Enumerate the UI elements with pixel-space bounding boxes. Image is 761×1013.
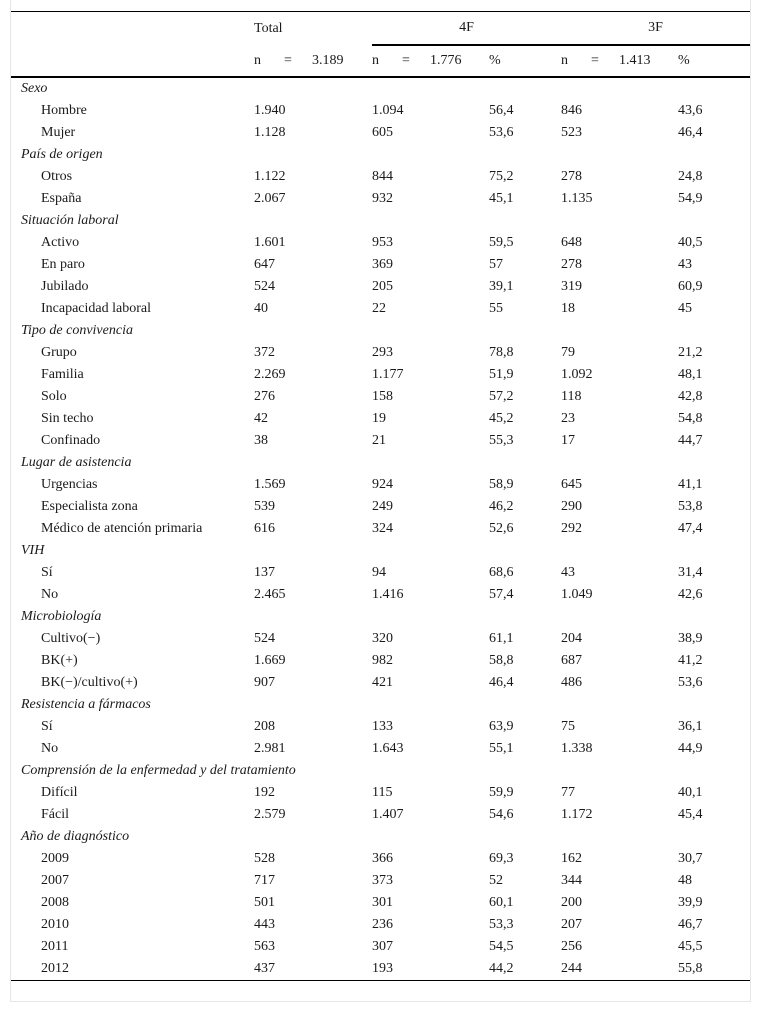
cell-pct-3f: 39,9	[678, 895, 703, 910]
cell-pct-3f: 40,1	[678, 785, 703, 800]
cell-pct-4f: 55	[489, 301, 503, 316]
cell-n-4f: 1.177	[372, 367, 404, 382]
cell-total: 208	[254, 719, 275, 734]
table-row	[11, 342, 750, 364]
eq-symbol: =	[402, 53, 410, 68]
cell-n-4f: 205	[372, 279, 393, 294]
cell-pct-3f: 43,6	[678, 103, 703, 118]
cell-pct-4f: 53,6	[489, 125, 514, 140]
section-row	[11, 606, 750, 628]
row-label: Grupo	[41, 345, 77, 360]
cell-n-3f: 162	[561, 851, 582, 866]
cell-pct-3f: 40,5	[678, 235, 703, 250]
header-group-4f: 4F	[372, 12, 561, 46]
header-n-3f	[561, 45, 678, 77]
cell-pct-3f: 44,7	[678, 433, 703, 448]
cell-n-3f: 17	[561, 433, 575, 448]
table-row	[11, 276, 750, 298]
cell-n-4f: 1.416	[372, 587, 404, 602]
table-row	[11, 386, 750, 408]
cell-pct-3f: 43	[678, 257, 692, 272]
cell-total: 372	[254, 345, 275, 360]
cell-n-4f: 249	[372, 499, 393, 514]
table-row	[11, 364, 750, 386]
row-label: 2007	[41, 873, 69, 888]
cell-n-3f: 319	[561, 279, 582, 294]
table-row	[11, 650, 750, 672]
cell-pct-4f: 68,6	[489, 565, 514, 580]
cell-n-4f: 324	[372, 521, 393, 536]
cell-n-4f: 21	[372, 433, 386, 448]
table-header	[11, 12, 750, 78]
cell-total: 501	[254, 895, 275, 910]
row-label: Especialista zona	[41, 499, 138, 514]
header-group-3f: 3F	[561, 12, 750, 46]
cell-pct-3f: 48,1	[678, 367, 703, 382]
cell-pct-4f: 46,2	[489, 499, 514, 514]
cell-n-3f: 207	[561, 917, 582, 932]
cell-n-3f: 43	[561, 565, 575, 580]
cell-pct-3f: 46,7	[678, 917, 703, 932]
table-row	[11, 408, 750, 430]
cell-pct-3f: 41,1	[678, 477, 703, 492]
cell-pct-3f: 42,8	[678, 389, 703, 404]
cell-pct-4f: 57	[489, 257, 503, 272]
cell-pct-3f: 41,2	[678, 653, 703, 668]
cell-n-3f: 256	[561, 939, 582, 954]
cell-pct-3f: 21,2	[678, 345, 703, 360]
row-label: 2012	[11, 958, 254, 981]
section-row	[11, 452, 750, 474]
cell-pct-3f: 45,5	[678, 939, 703, 954]
row-label: Familia	[41, 367, 84, 382]
table-row	[11, 496, 750, 518]
cell-n-4f: 932	[372, 191, 393, 206]
cell-n-3f: 77	[561, 785, 575, 800]
cell-total: 137	[254, 565, 275, 580]
n-4f-value: 1.776	[430, 53, 462, 68]
cell-n-3f: 204	[561, 631, 582, 646]
table-row	[11, 232, 750, 254]
cell-n-3f: 75	[561, 719, 575, 734]
cell-pct-4f: 52,6	[489, 521, 514, 536]
section-title: Año de diagnóstico	[21, 829, 130, 844]
cell-pct-3f: 38,9	[678, 631, 703, 646]
cell-n-3f: 648	[561, 235, 582, 250]
table-row	[11, 518, 750, 540]
cell-pct-3f: 44,9	[678, 741, 703, 756]
row-label: Solo	[41, 389, 67, 404]
cell-total: 437	[254, 958, 372, 981]
cell-pct-4f: 45,1	[489, 191, 514, 206]
header-total: Total	[254, 12, 372, 46]
cell-n-3f: 1.338	[561, 741, 593, 756]
cell-n-3f: 486	[561, 675, 582, 690]
cell-total: 2.981	[254, 741, 286, 756]
cell-pct-3f: 45,4	[678, 807, 703, 822]
cell-pct-4f: 56,4	[489, 103, 514, 118]
cell-n-3f: 290	[561, 499, 582, 514]
cell-n-4f: 301	[372, 895, 393, 910]
section-title: Situación laboral	[21, 213, 119, 228]
cell-pct-4f: 59,5	[489, 235, 514, 250]
cell-total: 1.601	[254, 235, 286, 250]
cell-n-4f: 844	[372, 169, 393, 184]
cell-n-3f: 79	[561, 345, 575, 360]
section-title: Sexo	[21, 81, 48, 96]
table-row	[11, 914, 750, 936]
n-total-value: 3.189	[312, 52, 344, 68]
cell-pct-4f: 78,8	[489, 345, 514, 360]
cell-n-4f: 1.094	[372, 103, 404, 118]
cell-n-3f: 344	[561, 873, 582, 888]
cell-total: 563	[254, 939, 275, 954]
cell-n-3f: 846	[561, 103, 582, 118]
table-row	[11, 672, 750, 694]
section-row	[11, 144, 750, 166]
row-label: No	[41, 741, 59, 756]
cell-pct-3f: 53,8	[678, 499, 703, 514]
eq-symbol: =	[591, 53, 599, 68]
table-row	[11, 958, 750, 981]
cell-pct-4f: 75,2	[489, 169, 514, 184]
cell-pct-4f: 58,9	[489, 477, 514, 492]
cell-total: 717	[254, 873, 275, 888]
cell-total: 907	[254, 675, 275, 690]
row-label: Sí	[41, 565, 53, 580]
row-label: Jubilado	[41, 279, 89, 294]
row-label: BK(+)	[41, 653, 78, 668]
section-row	[11, 540, 750, 562]
cell-pct-4f: 44,2	[489, 958, 561, 981]
cell-total: 616	[254, 521, 275, 536]
cell-pct-3f: 60,9	[678, 279, 703, 294]
section-title: Tipo de convivencia	[21, 323, 133, 338]
row-label: Hombre	[41, 103, 87, 118]
row-label: 2011	[41, 939, 69, 954]
cell-n-4f: 193	[372, 958, 489, 981]
cell-total: 42	[254, 411, 268, 426]
section-title: Microbiología	[21, 609, 102, 624]
table-row	[11, 892, 750, 914]
table-row	[11, 716, 750, 738]
cell-pct-3f: 47,4	[678, 521, 703, 536]
section-row	[11, 320, 750, 342]
cell-pct-3f: 31,4	[678, 565, 703, 580]
data-table	[11, 11, 750, 981]
table-row	[11, 122, 750, 144]
cell-pct-4f: 45,2	[489, 411, 514, 426]
cell-n-3f: 1.135	[561, 191, 593, 206]
header-pct-4f: %	[489, 45, 561, 77]
cell-pct-3f: 55,8	[678, 958, 750, 981]
section-title: País de origen	[21, 147, 103, 162]
cell-total: 1.940	[254, 103, 286, 118]
cell-total: 1.128	[254, 125, 286, 140]
header-n-4f	[372, 45, 489, 77]
section-row	[11, 77, 750, 100]
cell-n-4f: 421	[372, 675, 393, 690]
cell-total: 647	[254, 257, 275, 272]
row-label: En paro	[41, 257, 85, 272]
cell-pct-4f: 61,1	[489, 631, 514, 646]
cell-pct-3f: 30,7	[678, 851, 703, 866]
cell-n-4f: 19	[372, 411, 386, 426]
row-label: Difícil	[41, 785, 78, 800]
cell-pct-3f: 24,8	[678, 169, 703, 184]
table-row	[11, 870, 750, 892]
cell-n-4f: 307	[372, 939, 393, 954]
header-n-total	[254, 45, 372, 77]
cell-pct-4f: 63,9	[489, 719, 514, 734]
cell-total: 192	[254, 785, 275, 800]
section-title: VIH	[21, 543, 45, 558]
header-pct-3f: %	[678, 45, 750, 77]
cell-total: 38	[254, 433, 268, 448]
n-symbol: n	[254, 52, 261, 68]
n-3f-value: 1.413	[619, 53, 651, 68]
cell-n-4f: 158	[372, 389, 393, 404]
cell-pct-4f: 39,1	[489, 279, 514, 294]
row-label: Fácil	[41, 807, 69, 822]
table-row	[11, 430, 750, 452]
cell-n-3f: 687	[561, 653, 582, 668]
cell-total: 539	[254, 499, 275, 514]
cell-n-4f: 133	[372, 719, 393, 734]
cell-pct-4f: 55,1	[489, 741, 514, 756]
row-label: Cultivo(−)	[41, 631, 101, 646]
table-row	[11, 562, 750, 584]
table-row	[11, 474, 750, 496]
row-label: No	[41, 587, 59, 602]
cell-n-4f: 605	[372, 125, 393, 140]
row-label: Otros	[41, 169, 73, 184]
cell-n-4f: 115	[372, 785, 393, 800]
table-row	[11, 254, 750, 276]
cell-n-4f: 953	[372, 235, 393, 250]
cell-total: 2.269	[254, 367, 286, 382]
table-row	[11, 628, 750, 650]
cell-pct-4f: 60,1	[489, 895, 514, 910]
n-symbol: n	[372, 53, 379, 68]
cell-pct-4f: 69,3	[489, 851, 514, 866]
section-title: Resistencia a fármacos	[21, 697, 151, 712]
cell-n-3f: 523	[561, 125, 582, 140]
cell-total: 524	[254, 631, 275, 646]
cell-pct-4f: 46,4	[489, 675, 514, 690]
section-row	[11, 694, 750, 716]
table-row	[11, 848, 750, 870]
cell-total: 524	[254, 279, 275, 294]
cell-pct-4f: 58,8	[489, 653, 514, 668]
section-row	[11, 760, 750, 782]
row-label: Médico de atención primaria	[41, 521, 203, 536]
cell-n-4f: 924	[372, 477, 393, 492]
cell-n-3f: 1.049	[561, 587, 593, 602]
cell-pct-3f: 36,1	[678, 719, 703, 734]
cell-total: 2.067	[254, 191, 286, 206]
cell-pct-4f: 55,3	[489, 433, 514, 448]
row-label: 2009	[41, 851, 69, 866]
cell-pct-4f: 57,4	[489, 587, 514, 602]
cell-n-3f: 200	[561, 895, 582, 910]
cell-n-4f: 1.407	[372, 807, 404, 822]
cell-total: 2.465	[254, 587, 286, 602]
section-row	[11, 210, 750, 232]
cell-n-3f: 292	[561, 521, 582, 536]
cell-n-4f: 366	[372, 851, 393, 866]
cell-pct-4f: 59,9	[489, 785, 514, 800]
cell-pct-4f: 51,9	[489, 367, 514, 382]
table-row	[11, 804, 750, 826]
cell-total: 528	[254, 851, 275, 866]
section-title: Lugar de asistencia	[21, 455, 132, 470]
cell-pct-3f: 46,4	[678, 125, 703, 140]
cell-pct-3f: 45	[678, 301, 692, 316]
cell-n-3f: 278	[561, 169, 582, 184]
section-row	[11, 826, 750, 848]
row-label: Activo	[41, 235, 80, 250]
table-row	[11, 100, 750, 122]
cell-total: 1.669	[254, 653, 286, 668]
table-body	[11, 77, 750, 981]
cell-n-4f: 1.643	[372, 741, 404, 756]
cell-n-4f: 320	[372, 631, 393, 646]
row-label: 2010	[41, 917, 69, 932]
cell-n-3f: 645	[561, 477, 582, 492]
cell-pct-4f: 57,2	[489, 389, 514, 404]
cell-n-4f: 982	[372, 653, 393, 668]
n-symbol: n	[561, 53, 568, 68]
cell-pct-4f: 52	[489, 873, 503, 888]
cell-total: 40	[254, 301, 268, 316]
cell-pct-3f: 53,6	[678, 675, 703, 690]
table-row	[11, 782, 750, 804]
cell-pct-4f: 54,5	[489, 939, 514, 954]
cell-n-3f: 1.172	[561, 807, 593, 822]
table-row	[11, 936, 750, 958]
cell-n-4f: 22	[372, 301, 386, 316]
row-label: Mujer	[41, 125, 76, 140]
cell-n-3f: 244	[561, 958, 678, 981]
cell-n-4f: 369	[372, 257, 393, 272]
cell-n-4f: 236	[372, 917, 393, 932]
cell-total: 1.122	[254, 169, 286, 184]
cell-n-4f: 293	[372, 345, 393, 360]
cell-total: 1.569	[254, 477, 286, 492]
cell-total: 2.579	[254, 807, 286, 822]
table-row	[11, 298, 750, 320]
row-label: España	[41, 191, 82, 206]
cell-n-4f: 373	[372, 873, 393, 888]
row-label: Urgencias	[41, 477, 98, 492]
cell-pct-3f: 48	[678, 873, 692, 888]
table-row	[11, 188, 750, 210]
cell-total: 443	[254, 917, 275, 932]
cell-pct-3f: 54,8	[678, 411, 703, 426]
cell-pct-3f: 42,6	[678, 587, 703, 602]
header-blank	[11, 12, 254, 46]
row-label: Confinado	[41, 433, 101, 448]
row-label: 2008	[41, 895, 69, 910]
cell-n-3f: 18	[561, 301, 575, 316]
cell-total: 276	[254, 389, 275, 404]
cell-pct-4f: 53,3	[489, 917, 514, 932]
table-row	[11, 584, 750, 606]
section-title: Comprensión de la enfermedad y del tratamiento	[21, 763, 296, 778]
cell-n-3f: 23	[561, 411, 575, 426]
cell-n-4f: 94	[372, 565, 386, 580]
row-label: BK(−)/cultivo(+)	[41, 675, 138, 690]
cell-pct-4f: 54,6	[489, 807, 514, 822]
row-label: Sin techo	[41, 411, 94, 426]
table-row	[11, 738, 750, 760]
cell-n-3f: 1.092	[561, 367, 593, 382]
cell-n-3f: 118	[561, 389, 582, 404]
row-label: Incapacidad laboral	[41, 301, 151, 316]
table-row	[11, 166, 750, 188]
cell-pct-3f: 54,9	[678, 191, 703, 206]
cell-n-3f: 278	[561, 257, 582, 272]
eq-symbol: =	[284, 52, 292, 68]
row-label: Sí	[41, 719, 53, 734]
